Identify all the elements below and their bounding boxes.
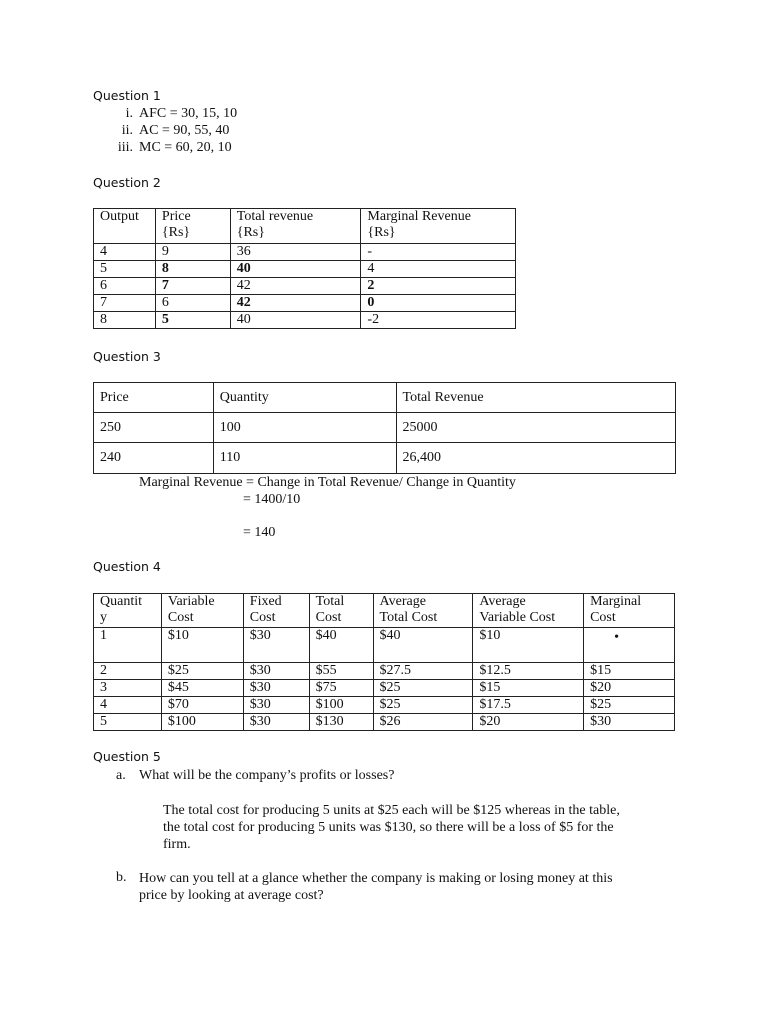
table-cell: 40 <box>230 312 361 329</box>
header-variable-cost: Variable Cost <box>161 594 243 628</box>
q5a-answer <box>163 802 683 853</box>
list-text: AC = 90, 55, 40 <box>139 123 230 138</box>
table-cell: 110 <box>213 443 396 474</box>
table-cell: 25000 <box>396 413 676 443</box>
header-price: Price {Rs} <box>155 209 230 244</box>
table-row <box>94 663 675 680</box>
table-cell: 42 <box>230 278 361 295</box>
table-row <box>94 628 675 663</box>
table-cell: 6 <box>94 278 156 295</box>
table-cell: 9 <box>155 244 230 261</box>
table-cell: 7 <box>94 295 156 312</box>
table-cell: 26,400 <box>396 443 676 474</box>
table-cell: $27.5 <box>373 663 473 680</box>
header-marginal-cost: Marginal Cost <box>584 594 675 628</box>
list-text: AFC = 30, 15, 10 <box>139 106 238 121</box>
q2-heading: Question 2 <box>93 175 161 190</box>
table-cell: 8 <box>94 312 156 329</box>
table-cell: 5 <box>94 261 156 278</box>
table-header-row <box>94 209 516 244</box>
list-item <box>93 123 393 140</box>
table-cell: 1 <box>94 628 162 663</box>
table-cell: $130 <box>309 714 373 731</box>
table-cell: -2 <box>361 312 516 329</box>
table-row <box>94 697 675 714</box>
table-cell: 0 <box>361 295 516 312</box>
table-cell: $15 <box>584 663 675 680</box>
question-line: price by looking at average cost? <box>139 888 324 903</box>
table-cell: - <box>361 244 516 261</box>
table-cell: $100 <box>161 714 243 731</box>
q1-heading: Question 1 <box>93 88 161 103</box>
table-cell: $25 <box>373 680 473 697</box>
list-number: ii. <box>121 123 133 138</box>
list-number: iii. <box>117 140 133 155</box>
table-header-row <box>94 594 675 628</box>
table-cell: 7 <box>155 278 230 295</box>
list-number: i. <box>125 106 133 121</box>
table-cell: $25 <box>161 663 243 680</box>
q3-step1: = 1400/10 <box>243 492 301 507</box>
header-average-variable-cost: Average Variable Cost <box>473 594 584 628</box>
table-row <box>94 244 516 261</box>
table-cell: 5 <box>155 312 230 329</box>
question-line: How can you tell at a glance whether the company is making or losing money at this <box>139 871 613 886</box>
table-row <box>94 680 675 697</box>
q5a-label: a. <box>116 768 126 783</box>
header-total-revenue: Total Revenue <box>396 383 676 413</box>
header-marginal-revenue: Marginal Revenue {Rs} <box>361 209 516 244</box>
q3-heading: Question 3 <box>93 349 161 364</box>
table-cell: $30 <box>243 697 309 714</box>
header-fixed-cost: Fixed Cost <box>243 594 309 628</box>
table-row <box>94 443 676 474</box>
header-average-total-cost: Average Total Cost <box>373 594 473 628</box>
table-cell: $20 <box>584 680 675 697</box>
table-cell: $40 <box>373 628 473 663</box>
table-cell: $100 <box>309 697 373 714</box>
table-cell: 5 <box>94 714 162 731</box>
list-item <box>93 140 393 157</box>
table-row <box>94 278 516 295</box>
header-price: Price <box>94 383 214 413</box>
table-cell: 4 <box>361 261 516 278</box>
table-cell: $15 <box>473 680 584 697</box>
table-header-row <box>94 383 676 413</box>
table-cell: $75 <box>309 680 373 697</box>
table-cell: $55 <box>309 663 373 680</box>
table-cell: 40 <box>230 261 361 278</box>
table-cell: 250 <box>94 413 214 443</box>
table-cell: $30 <box>243 628 309 663</box>
table-cell: 240 <box>94 443 214 474</box>
table-cell: 2 <box>94 663 162 680</box>
table-cell: $30 <box>243 680 309 697</box>
table-cell: $12.5 <box>473 663 584 680</box>
table-cell: • <box>584 628 675 663</box>
table-cell: 4 <box>94 244 156 261</box>
table-cell: $10 <box>161 628 243 663</box>
table-row <box>94 714 675 731</box>
table-cell: 100 <box>213 413 396 443</box>
header-quantity: Quantit y <box>94 594 162 628</box>
table-cell: $20 <box>473 714 584 731</box>
header-quantity: Quantity <box>213 383 396 413</box>
table-cell: 6 <box>155 295 230 312</box>
q5b-label: b. <box>116 870 127 885</box>
table-row <box>94 413 676 443</box>
table-cell: $30 <box>584 714 675 731</box>
answer-line: the total cost for producing 5 units was $130, so there will be a loss of $5 for the <box>163 820 614 835</box>
q3-step2: = 140 <box>243 525 276 540</box>
table-cell: 2 <box>361 278 516 295</box>
table-cell: $17.5 <box>473 697 584 714</box>
table-cell: 3 <box>94 680 162 697</box>
table-row <box>94 295 516 312</box>
table-cell: 8 <box>155 261 230 278</box>
q4-table <box>93 593 675 731</box>
list-text: MC = 60, 20, 10 <box>139 140 232 155</box>
table-cell: $25 <box>584 697 675 714</box>
table-cell: $26 <box>373 714 473 731</box>
table-cell: $30 <box>243 663 309 680</box>
answer-line: The total cost for producing 5 units at $25 each will be $125 whereas in the table, <box>163 803 620 818</box>
table-row <box>94 261 516 278</box>
table-cell: $10 <box>473 628 584 663</box>
table-row <box>94 312 516 329</box>
list-item <box>93 106 393 123</box>
table-cell: 36 <box>230 244 361 261</box>
table-cell: $30 <box>243 714 309 731</box>
table-cell: $25 <box>373 697 473 714</box>
q5a-question: What will be the company’s profits or losses? <box>139 768 395 783</box>
header-total-cost: Total Cost <box>309 594 373 628</box>
q1-list <box>93 106 393 157</box>
q2-table <box>93 208 516 329</box>
header-total-revenue: Total revenue {Rs} <box>230 209 361 244</box>
table-cell: 42 <box>230 295 361 312</box>
q3-table <box>93 382 676 474</box>
q3-formula: Marginal Revenue = Change in Total Revenue/ Change in Quantity <box>139 475 516 490</box>
q5-heading: Question 5 <box>93 749 161 764</box>
table-cell: $40 <box>309 628 373 663</box>
answer-line: firm. <box>163 837 191 852</box>
header-output: Output <box>94 209 156 244</box>
table-cell: 4 <box>94 697 162 714</box>
q4-heading: Question 4 <box>93 559 161 574</box>
q5b-question <box>139 870 699 904</box>
table-cell: $70 <box>161 697 243 714</box>
table-cell: $45 <box>161 680 243 697</box>
